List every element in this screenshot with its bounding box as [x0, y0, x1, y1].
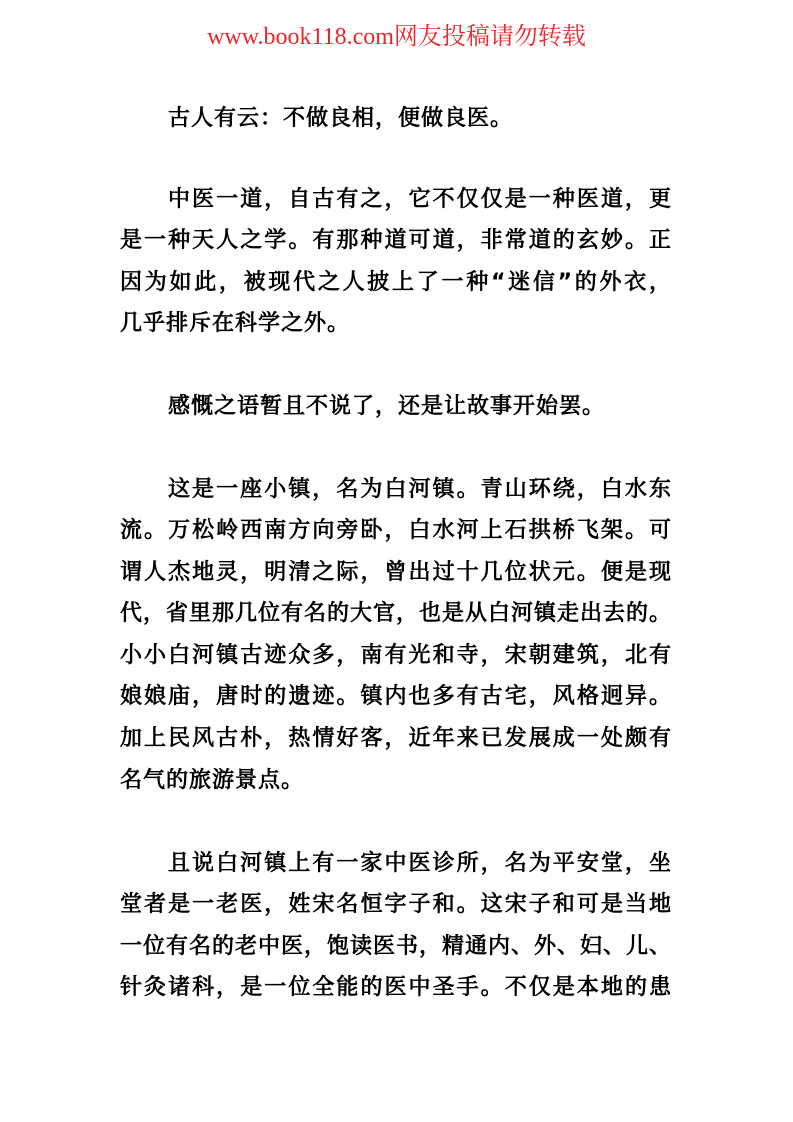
paragraph-2-line: 是一种天人之学。有那种道可道，非常道的玄妙。正	[120, 228, 672, 253]
paragraph-5-line: 堂者是一老医，姓宋名恒字子和。这宋子和可是当地	[120, 892, 672, 917]
paragraph-5-line: 且说白河镇上有一家中医诊所，名为平安堂，坐	[168, 851, 672, 876]
paragraph-5-line: 一位有名的老中医，饱读医书，精通内、外、妇、儿、	[120, 934, 673, 959]
paragraph-2-line: 几乎排斥在科学之外。	[120, 311, 351, 336]
paragraph-3-line: 感慨之语暂且不说了，还是让故事开始罢。	[168, 394, 606, 419]
paragraph-4-line: 加上民风古朴，热情好客，近年来已发展成一处颇有	[120, 726, 672, 751]
paragraph-4-line: 名气的旅游景点。	[120, 768, 305, 793]
paragraph-4-line: 小小白河镇古迹众多，南有光和寺，宋朝建筑，北有	[120, 643, 672, 668]
paragraph-4-line: 谓人杰地灵，明清之际，曾出过十几位状元。便是现	[120, 560, 672, 585]
watermark-text: www.book118.com网友投稿请勿转载	[207, 24, 586, 50]
paragraph-4-line: 流。万松岭西南方向旁卧，白水河上石拱桥飞架。可	[120, 518, 672, 543]
paragraph-1-line: 古人有云：不做良相，便做良医。	[168, 106, 514, 131]
paragraph-2-line: 中医一道，自古有之，它不仅仅是一种医道，更	[168, 187, 672, 212]
paragraph-5-line: 针灸诸科，是一位全能的医中圣手。不仅是本地的患	[120, 975, 672, 1000]
paragraph-4-line: 代，省里那几位有名的大官，也是从白河镇走出去的。	[120, 601, 673, 626]
paragraph-4-line: 这是一座小镇，名为白河镇。青山环绕，白水东	[168, 477, 672, 502]
paragraph-4-line: 娘娘庙，唐时的遗迹。镇内也多有古宅，风格迥异。	[120, 684, 672, 709]
paragraph-2-line: 因为如此，被现代之人披上了一种“迷信”的外衣，	[120, 270, 672, 295]
